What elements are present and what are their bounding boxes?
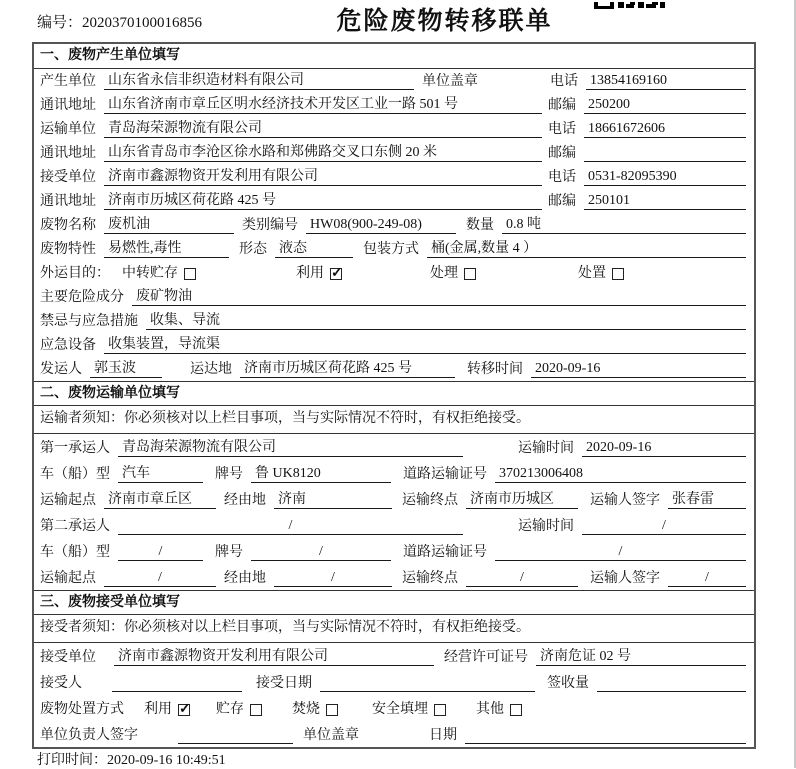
license-number-value: 济南危证 02 号 [536,648,746,666]
section-producer-title: 一、废物产生单位填写 [34,44,754,69]
waste-form-value: 液态 [275,240,353,258]
manifest-number-label: 编号： [37,15,83,31]
checkbox-unchecked-icon [510,704,522,716]
carrier-signature-2-value: / [668,569,746,587]
checkbox-unchecked-icon [612,268,624,280]
section-transporter-title: 二、废物运输单位填写 [34,381,754,406]
acceptor-label: 接受人 [40,676,82,691]
vehicle-type-2-label: 车（船）型 [40,545,110,560]
packaging-label: 包装方式 [363,242,419,257]
disposal-option-utilize [144,701,190,718]
vehicle-type-value: 汽车 [118,465,203,483]
second-carrier-value: / [118,517,463,535]
waste-code-label: 类别编号 [242,218,298,233]
checkbox-unchecked-icon [250,704,262,716]
terminus-value: 济南市历城区 [466,491,578,509]
row-transporter-address [34,141,754,165]
producer-address-label: 通讯地址 [40,98,96,113]
row-vehicle-type-1 [34,460,754,486]
disposal-option-landfill-text: 安全填埋 [372,702,428,717]
producer-phone-label: 电话 [550,74,578,89]
receiver-unit-value: 济南市鑫源物资开发利用有限公司 [104,168,542,186]
waste-name-label: 废物名称 [40,218,96,233]
transporter-address-label: 通讯地址 [40,146,96,161]
purpose-option-dispose [578,265,624,282]
purpose-option-dispose-text: 处置 [578,266,606,281]
section-producer [34,44,754,381]
receiver-address-label: 通讯地址 [40,194,96,209]
waste-form-label: 形态 [239,242,267,257]
print-time [37,749,226,769]
manifest-form [32,42,756,749]
transfer-date-label: 转移时间 [467,362,523,377]
transporter-zip-label: 邮编 [548,146,576,161]
hazard-components-value: 废矿物油 [132,288,746,306]
disposal-option-other-text: 其他 [476,702,504,717]
receiver-address-value: 济南市历城区荷花路 425 号 [104,192,542,210]
purpose-option-utilize [296,265,342,282]
producer-zip-label: 邮编 [548,98,576,113]
receiver-zip-label: 邮编 [548,194,576,209]
transporter-notice: 运输者须知：你必须核对以上栏目事项，当与实际情况不符时，有权拒绝接受。 [34,406,754,434]
transport-time-value: 2020-09-16 [582,439,746,457]
manifest-number-value: 2020370100016856 [82,15,203,31]
print-time-label: 打印时间： [37,753,107,768]
road-permit-2-label: 道路运输证号 [403,545,487,560]
checkbox-unchecked-icon [464,268,476,280]
disposal-option-storage [216,701,262,718]
receiver-seal-label: 单位盖章 [303,728,359,743]
second-carrier-label: 第二承运人 [40,519,110,534]
checkbox-unchecked-icon [434,704,446,716]
transport-time-2-value: / [582,517,746,535]
plate-number-2-label: 牌号 [215,545,243,560]
unit-seal-label: 单位盖章 [422,74,478,89]
producer-unit-label: 产生单位 [40,74,96,89]
transfer-date-value: 2020-09-16 [531,360,746,378]
transporter-unit-label: 运输单位 [40,122,96,137]
responsible-signature-value [178,727,293,744]
transporter-unit-value: 青岛海荣源物流有限公司 [104,120,542,138]
purpose-option-utilize-text: 利用 [296,266,324,281]
origin-2-label: 运输起点 [40,571,96,586]
row-producer-unit [34,69,754,93]
row-vehicle-type-2 [34,538,754,564]
waste-property-label: 废物特性 [40,242,96,257]
purpose-option-transfer-storage [122,265,196,282]
row-receiver-unit [34,165,754,189]
disposal-option-landfill [372,701,446,718]
accept-date-value [320,675,535,692]
receiver-phone-value: 0531-82095390 [584,168,746,186]
row-producer-address [34,93,754,117]
checkbox-unchecked-icon [184,268,196,280]
receiver-zip-value: 250101 [584,192,746,210]
terminus-label: 运输终点 [402,493,458,508]
row-second-carrier [34,512,754,538]
terminus-2-value: / [466,569,578,587]
vehicle-type-2-value: / [118,543,203,561]
transport-time-2-label: 运输时间 [518,519,574,534]
purpose-option-transfer-storage-text: 中转贮存 [122,266,178,281]
checkbox-unchecked-icon [326,704,338,716]
via-2-label: 经由地 [224,571,266,586]
road-permit-value: 370213006408 [495,465,746,483]
waste-qty-value: 0.8 吨 [502,216,746,234]
destination-value: 济南市历城区荷花路 425 号 [240,360,455,378]
waste-name-value: 废机油 [104,216,234,234]
disposal-option-other [476,701,522,718]
waste-code-value: HW08(900-249-08) [306,216,456,234]
contraindications-label: 禁忌与应急措施 [40,314,138,329]
origin-label: 运输起点 [40,493,96,508]
hazard-components-label: 主要危险成分 [40,290,124,305]
section-transporter [34,381,754,590]
emergency-equipment-label: 应急设备 [40,338,96,353]
date-label: 日期 [429,728,457,743]
section-receiver-title: 三、废物接受单位填写 [34,590,754,615]
row-acceptor [34,669,754,695]
road-permit-label: 道路运输证号 [403,467,487,482]
plate-number-2-value: / [251,543,391,561]
row-route-1 [34,486,754,512]
transporter-phone-value: 18661672606 [584,120,746,138]
receiver-unit-label: 接受单位 [40,170,96,185]
plate-number-value: 鲁 UK8120 [251,465,391,483]
carrier-signature-label: 运输人签字 [590,493,660,508]
row-responsible-signature [34,721,754,747]
accept-date-label: 接受日期 [256,676,312,691]
vehicle-type-label: 车（船）型 [40,467,110,482]
consignor-label: 发运人 [40,362,82,377]
row-waste-name [34,213,754,237]
print-time-value: 2020-09-16 10:49:51 [107,753,226,768]
row-accepting-unit [34,643,754,669]
row-disposal-method [34,695,754,721]
disposal-option-incinerate [292,701,338,718]
first-carrier-label: 第一承运人 [40,441,110,456]
terminus-2-label: 运输终点 [402,571,458,586]
accepting-unit-value: 济南市鑫源物资开发利用有限公司 [114,648,434,666]
plate-number-label: 牌号 [215,467,243,482]
section-receiver [34,590,754,747]
carrier-signature-value: 张春雷 [668,491,746,509]
contraindications-value: 收集、导流 [146,312,746,330]
origin-2-value: / [104,569,216,587]
transporter-phone-label: 电话 [548,122,576,137]
row-receiver-address [34,189,754,213]
row-transporter-unit [34,117,754,141]
road-permit-2-value: / [495,543,746,561]
producer-phone-value: 13854169160 [586,72,746,90]
disposal-option-incinerate-text: 焚烧 [292,702,320,717]
receiver-notice: 接受者须知：你必须核对以上栏目事项，当与实际情况不符时，有权拒绝接受。 [34,615,754,643]
accepting-unit-label: 接受单位 [40,650,96,665]
purpose-option-treat-text: 处理 [430,266,458,281]
producer-unit-value: 山东省永信非织造材料有限公司 [104,72,414,90]
emergency-equipment-value: 收集装置，导流渠 [104,336,746,354]
row-waste-property [34,237,754,261]
via-2-value: / [274,569,392,587]
page-title: 危险废物转移联单 [336,8,553,35]
transporter-zip-value [584,145,746,162]
carrier-signature-2-label: 运输人签字 [590,571,660,586]
purpose-option-treat [430,265,476,282]
license-number-label: 经营许可证号 [444,650,528,665]
origin-value: 济南市章丘区 [104,491,216,509]
date-value [465,727,746,744]
disposal-method-label: 废物处置方式 [40,702,124,717]
via-label: 经由地 [224,493,266,508]
row-emergency-equipment [34,333,754,357]
checkbox-checked-icon [330,268,342,280]
qr-code-partial-icon [594,0,666,9]
row-first-carrier [34,434,754,460]
consignor-value: 郭玉波 [90,360,162,378]
signed-quantity-value [597,675,746,692]
row-consignor [34,357,754,381]
receiver-phone-label: 电话 [548,170,576,185]
row-transfer-purpose [34,261,754,285]
first-carrier-value: 青岛海荣源物流有限公司 [118,439,463,457]
transport-time-label: 运输时间 [518,441,574,456]
signed-quantity-label: 签收量 [547,676,589,691]
acceptor-value [112,675,242,692]
disposal-option-utilize-text: 利用 [144,702,172,717]
waste-qty-label: 数量 [466,218,494,233]
transfer-purpose-label: 外运目的： [40,266,110,281]
producer-address-value: 山东省济南市章丘区明水经济技术开发区工业一路 501 号 [104,96,542,114]
row-contraindications [34,309,754,333]
transporter-address-value: 山东省青岛市李沧区徐水路和郑佛路交叉口东侧 20 米 [104,144,542,162]
disposal-option-storage-text: 贮存 [216,702,244,717]
producer-zip-value: 250200 [584,96,746,114]
destination-label: 运达地 [190,362,232,377]
responsible-signature-label: 单位负责人签字 [40,728,138,743]
via-value: 济南 [274,491,392,509]
waste-property-value: 易燃性,毒性 [104,240,229,258]
row-route-2 [34,564,754,590]
row-hazard-components [34,285,754,309]
document-header [0,0,794,42]
checkbox-checked-icon [178,704,190,716]
packaging-value: 桶(金属,数量 4 ） [427,240,746,258]
